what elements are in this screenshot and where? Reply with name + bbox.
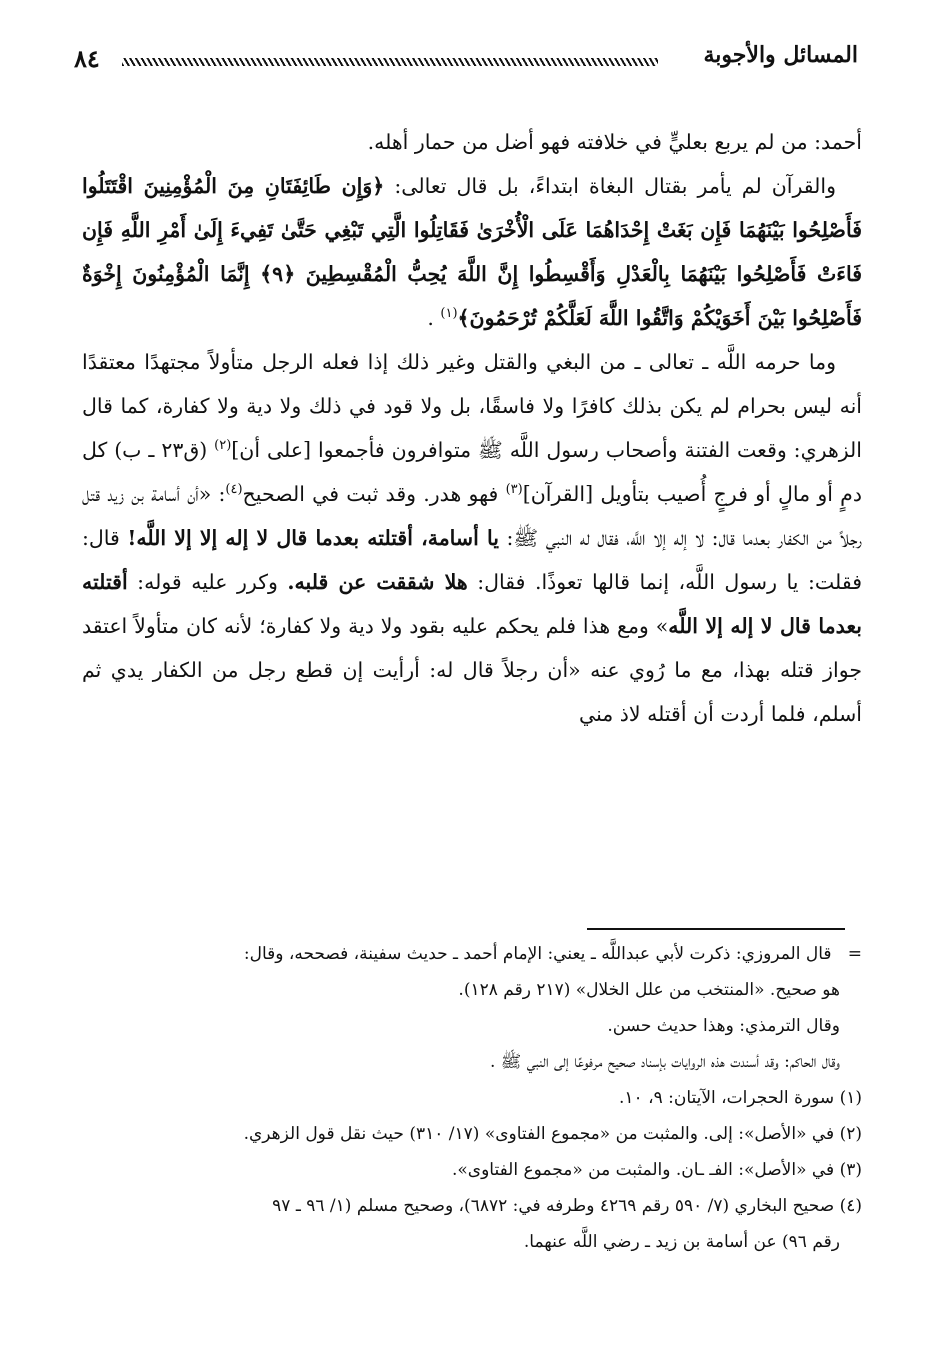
header-rule xyxy=(122,58,658,66)
page-number: ٨٤ xyxy=(74,44,100,73)
p3-part-e: قال: فقلت: يا رسول اللَّه، إنما قالها تعوذًا. فقال: xyxy=(82,526,862,594)
header-title: المسائل والأجوبة xyxy=(703,42,858,68)
p3-part-b: (ق٢٣ ـ ب) كل دمٍ أو مالٍ أو فرجٍ أُصيب بتأويل [القرآن] xyxy=(82,438,862,506)
footnote-ref-2: (٢) xyxy=(214,438,232,454)
p3-part-g: » ومع هذا فلم يحكم عليه بقود ولا دية ولا كفارة؛ لأنه كان متأولاً اعتقد جواز قتله بهذا، مع ما رُوي عنه «أن رجلاً قال له: أرأيت إن قطع رجل من الكفار يدي ثم أسلم، فلما أردت أن أقتله لاذ مني xyxy=(82,614,862,726)
p3-part-a: وما حرمه اللَّه ـ تعالى ـ من البغي والقتل وغير ذلك إذا فعله الرجل متأولاً مجتهدًا معتقدًا أنه ليس بحرام لم يكن بذلك كافرًا ولا فاسقًا، بل ولا قود في ذلك ولا دية ولا كفارة، كما قال الزهري: وقعت الفتنة وأصحاب رسول اللَّه ﷺ متوافرون فأجمعوا [على أن] xyxy=(82,350,863,462)
footnote-3: (٣) في «الأصل»: الفـ ـان. والمثبت من «مجموع الفتاوى». xyxy=(451,1160,862,1180)
paragraph-1: أحمد: من لم يربع بعليٍّ في خلافته فهو أضل من حمار أهله. xyxy=(367,130,862,154)
footnote-2: (٢) في «الأصل»: إلى. والمثبت من «مجموع الفتاوى» (١٧/ ٣١٠) حيث نقل قول الزهري. xyxy=(243,1124,862,1144)
continuation-line-4: وقال الحاكم: وقد أسندت هذه الروايات بإسناد صحيح مرفوعًا إلى النبي ﷺ . xyxy=(489,1052,840,1072)
quran-verse: ﴿وَإِن طَائِفَتَانِ مِنَ الْمُؤْمِنِينَ اقْتَتَلُوا فَأَصْلِحُوا بَيْنَهُمَا فَإِن بَغَتْ إِحْدَاهُمَا عَلَى الْأُخْرَىٰ فَقَاتِلُوا الَّتِي تَبْغِي حَتَّىٰ تَفِيءَ إِلَىٰ أَمْرِ اللَّهِ فَإِن فَاءَتْ فَأَصْلِحُوا بَيْنَهُمَا بِالْعَدْلِ وَأَقْسِطُوا إِنَّ اللَّهَ يُحِبُّ الْمُقْسِطِينَ ﴿٩﴾ إِنَّمَا الْمُؤْمِنُونَ إِخْوَةٌ فَأَصْلِحُوا بَيْنَ أَخَوَيْكُمْ وَاتَّقُوا اللَّهَ لَعَلَّكُمْ تُرْحَمُونَ﴾ xyxy=(82,174,862,330)
p3-part-d: : «أن أسامة بن زيد قتل رجلاً من الكفار بعدما قال: لا إله إلا اللَّه، فقال له النبي ﷺ: xyxy=(82,482,862,550)
p3-part-f: وكرر عليه قوله: xyxy=(127,570,288,594)
footnote-separator xyxy=(587,928,845,930)
continuation-line-3: وقال الترمذي: وهذا حديث حسن. xyxy=(607,1016,840,1036)
paragraph-2-intro: والقرآن لم يأمر بقتال البغاة ابتداءً، بل قال تعالى: xyxy=(384,174,837,198)
p3-part-c: فهو هدر. وقد ثبت في الصحيح xyxy=(242,482,506,506)
paragraph-2 xyxy=(82,164,862,340)
paragraph-2-end: . xyxy=(427,306,441,330)
footnote-1: (١) سورة الحجرات، الآيتان: ٩، ١٠. xyxy=(619,1088,862,1108)
hadith-quote-3: أقتلته بعدما قال لا إله إلا اللَّه xyxy=(82,570,863,638)
hadith-quote-1: يا أسامة، أقتلته بعدما قال لا إله إلا إلا اللَّه! xyxy=(127,526,499,550)
footnotes xyxy=(82,936,862,1260)
continuation-line-1: قال المروزي: ذكرت لأبي عبداللَّه ـ يعني: الإمام أحمد ـ حديث سفينة، فصححه، وقال: xyxy=(243,944,832,964)
footnote-continuation xyxy=(82,936,862,972)
footnote-4: (٤) صحيح البخاري (٧/ ٥٩٠ رقم ٤٢٦٩ وطرفه في: ٦٨٧٢)، وصحيح مسلم (١/ ٩٦ ـ ٩٧ xyxy=(272,1196,862,1216)
paragraph-3 xyxy=(82,340,862,736)
footnote-ref-4: (٤) xyxy=(225,482,243,498)
footnote-ref-1: (١) xyxy=(440,306,458,322)
main-text xyxy=(82,120,862,736)
continuation-line-2: هو صحيح. «المنتخب من علل الخلال» (٢١٧ رقم ١٢٨). xyxy=(458,980,840,1000)
footnote-ref-3: (٣) xyxy=(505,482,523,498)
continuation-mark: = xyxy=(847,944,862,964)
footnote-4-line-2: رقم ٩٦) عن أسامة بن زيد ـ رضي اللَّه عنهما. xyxy=(523,1232,840,1252)
running-header xyxy=(74,38,858,78)
hadith-quote-2: هلا شققت عن قلبه. xyxy=(287,570,468,594)
